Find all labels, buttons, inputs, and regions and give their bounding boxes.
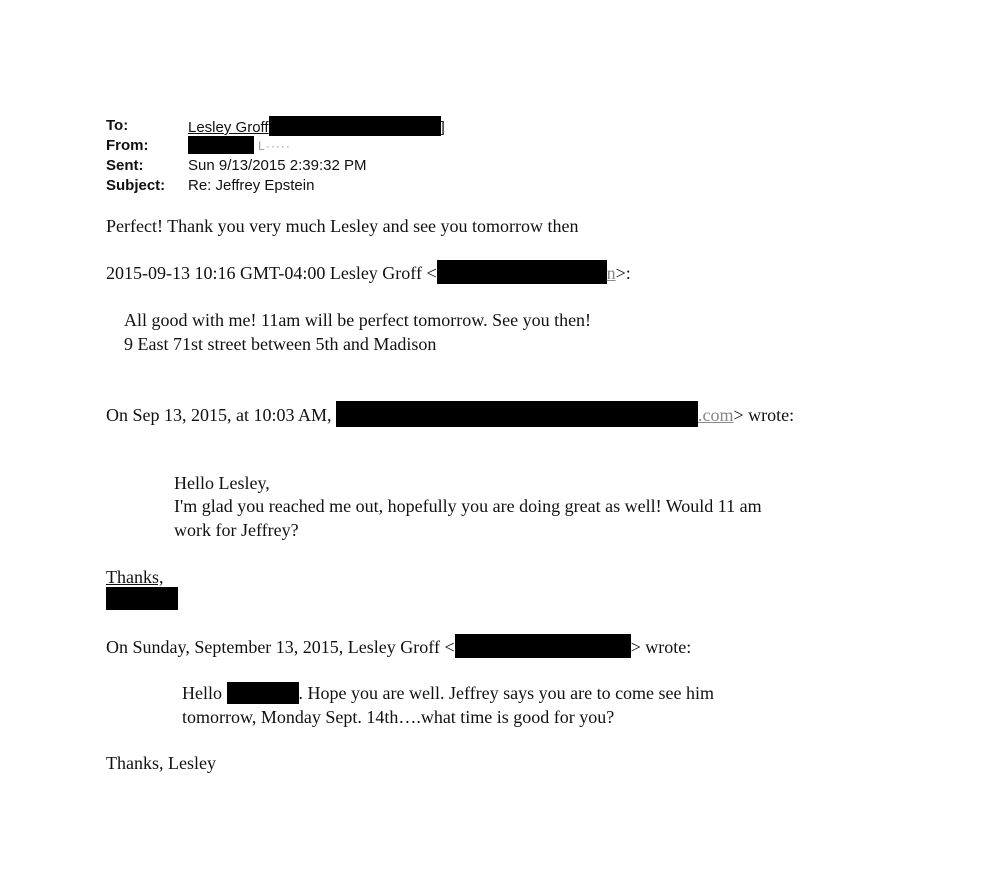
quote1-email-link[interactable]: n <box>606 263 616 283</box>
to-value: Lesley Groff ] <box>188 116 445 138</box>
to-label: To: <box>106 117 129 134</box>
quote1-line1: All good with me! 11am will be perfect tomorrow. See you then! <box>124 310 592 330</box>
quote2-line2: I'm glad you reached me out, hopefully you are doing great as well! Would 11 am <box>174 496 762 516</box>
quote3-header-text: On Sunday, September 13, 2015, Lesley Groff < <box>106 637 455 657</box>
sent-value: Sun 9/13/2015 2:39:32 PM <box>188 157 367 174</box>
subject-value: Re: Jeffrey Epstein <box>188 177 315 194</box>
from-smudge: L····· <box>258 139 291 153</box>
redaction-bar <box>227 682 299 704</box>
quote3-greeting: Hello <box>182 683 222 703</box>
from-value <box>188 136 291 156</box>
quote1-line2: 9 East 71st street between 5th and Madison <box>124 334 437 354</box>
quote2-line1: Hello Lesley, <box>174 473 270 493</box>
quote3-line1-rest: . Hope you are well. Jeffrey says you are to come see him <box>298 683 715 703</box>
quote1-header-end: >: <box>615 263 631 283</box>
signature-redaction <box>106 587 178 610</box>
redaction-bar <box>455 634 631 658</box>
redaction-bar <box>437 260 607 284</box>
sent-label: Sent: <box>106 157 144 174</box>
quote2-header-end: > wrote: <box>733 405 795 425</box>
quote1-header <box>106 260 631 285</box>
quote2-header-text: On Sep 13, 2015, at 10:03 AM, <box>106 405 332 425</box>
redaction-bar <box>188 136 254 154</box>
quote1-header-text: 2015-09-13 10:16 GMT-04:00 Lesley Groff < <box>106 263 437 283</box>
subject-label: Subject: <box>106 177 166 194</box>
reply-line: Perfect! Thank you very much Lesley and see you tomorrow then <box>106 216 579 236</box>
redaction-bar <box>336 401 698 427</box>
redaction-bar <box>269 116 441 136</box>
from-label: From: <box>106 137 149 154</box>
thanks-text: Thanks, <box>106 567 164 587</box>
quote3-line2: tomorrow, Monday Sept. 14th….what time is good for you? <box>182 707 615 727</box>
quote3-header <box>106 634 691 659</box>
quote3-header-end: > wrote: <box>630 637 692 657</box>
to-name: Lesley Groff <box>188 119 269 136</box>
thanks-signoff: Thanks, Lesley <box>106 753 216 773</box>
quote3-line1 <box>182 681 714 705</box>
thanks-line <box>106 565 164 589</box>
quote2-header <box>106 401 794 427</box>
quote2-line3: work for Jeffrey? <box>174 520 299 540</box>
quote2-email-link[interactable]: .com <box>698 405 734 425</box>
